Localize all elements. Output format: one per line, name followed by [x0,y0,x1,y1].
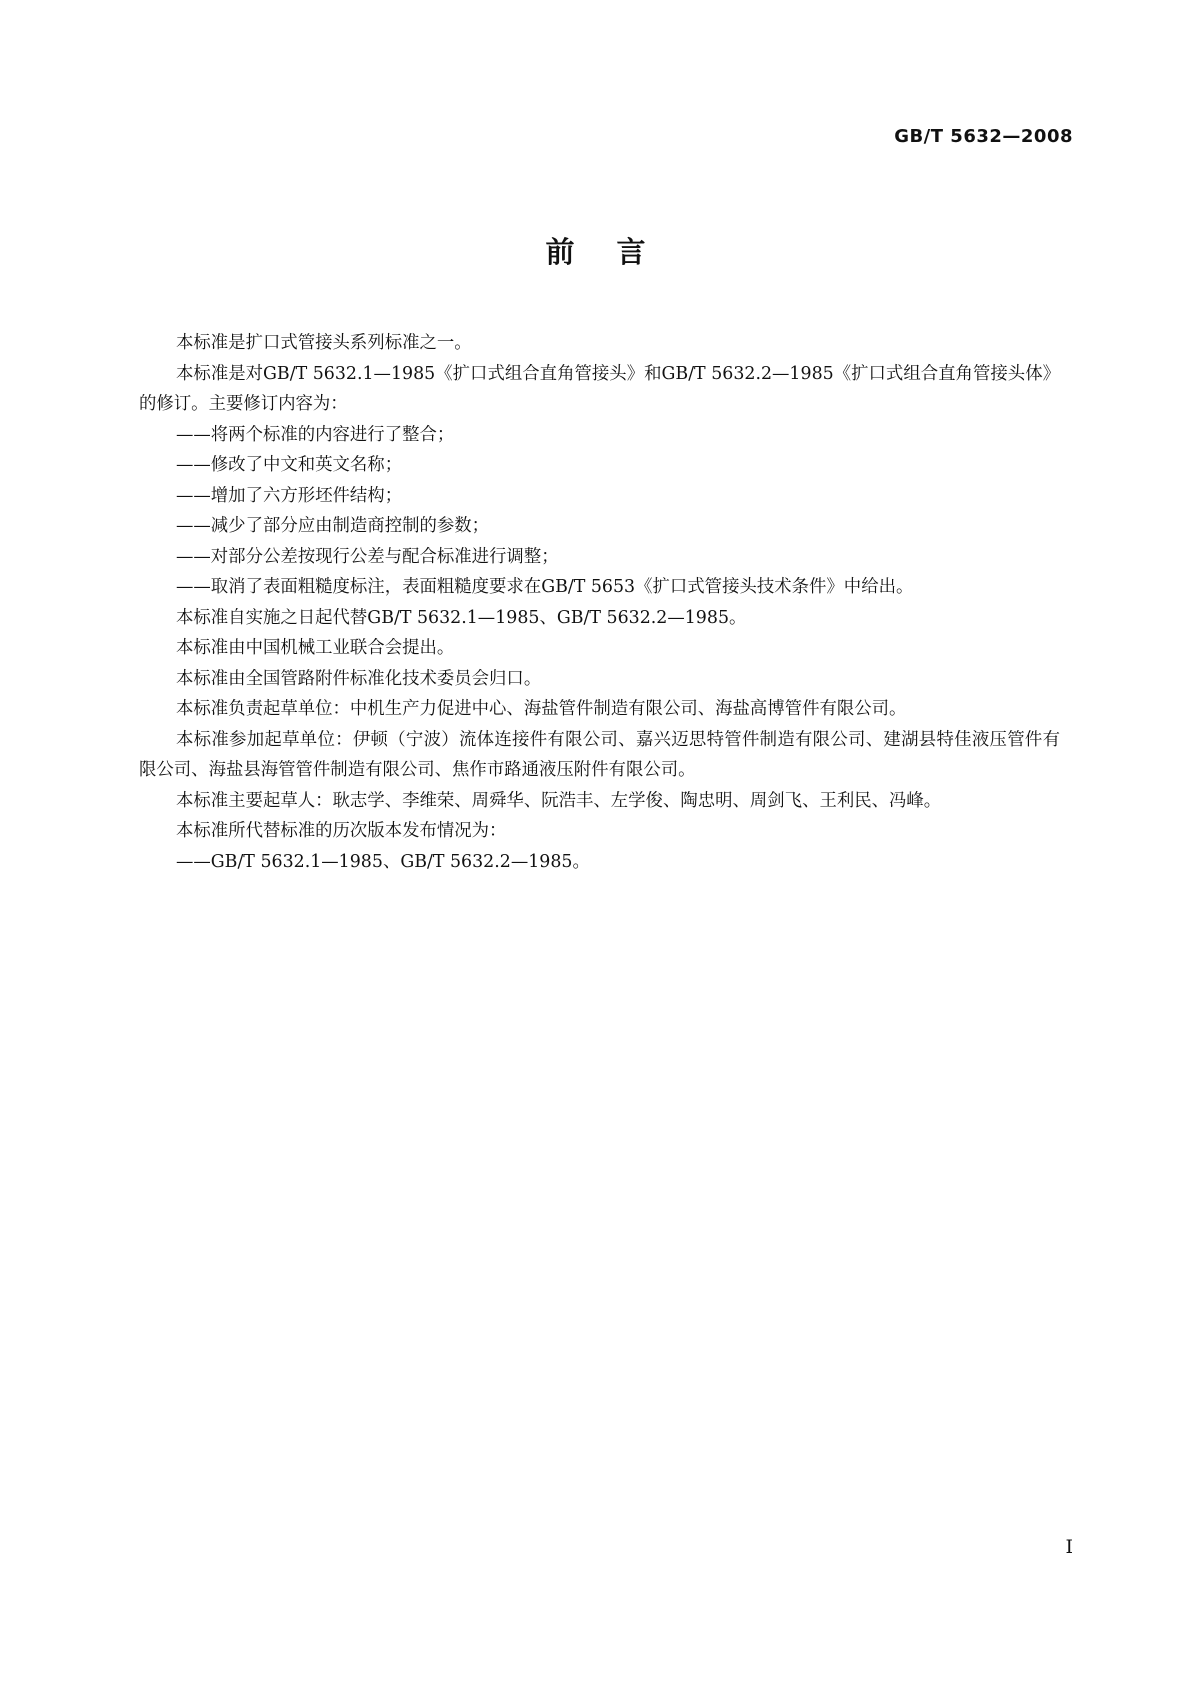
list-item: ——增加了六方形坯件结构； [176,485,403,506]
foreword-body [139,328,1060,877]
paragraph: 本标准所代替标准的历次版本发布情况为： [176,821,507,841]
list-item: ——修改了中文和英文名称； [176,455,403,475]
page-title: 前言 [545,235,688,269]
paragraph: 本标准自实施之日起代替GB/T 5632.1—1985、GB/T 5632.2—1985。 [176,607,747,628]
paragraph: 本标准参加起草单位：伊顿（宁波）流体连接件有限公司、嘉兴迈思特管件制造有限公司、建湖县特佳液压管件有限公司、海盐县海管管件制造有限公司、焦作市路通液压附件有限公司。 [139,729,1060,780]
paragraph: 本标准由全国管路附件标准化技术委员会归口。 [176,668,542,689]
list-item: ——减少了部分应由制造商控制的参数； [176,516,490,536]
page-number: I [1065,1536,1073,1558]
paragraph: 本标准是对GB/T 5632.1—1985《扩口式组合直角管接头》和GB/T 5632.2—1985《扩口式组合直角管接头体》的修订。主要修订内容为： [139,363,1060,414]
list-item: ——将两个标准的内容进行了整合； [176,424,455,445]
paragraph: 本标准由中国机械工业联合会提出。 [176,638,455,658]
standard-code: GB/T 5632—2008 [894,126,1073,147]
list-item: ——对部分公差按现行公差与配合标准进行调整； [176,546,559,567]
paragraph: 本标准是扩口式管接头系列标准之一。 [176,333,472,353]
list-item: ——GB/T 5632.1—1985、GB/T 5632.2—1985。 [176,851,590,872]
paragraph: 本标准主要起草人：耿志学、李维荣、周舜华、阮浩丰、左学俊、陶忠明、周剑飞、王利民、冯峰。 [176,790,942,811]
list-item: ——取消了表面粗糙度标注，表面粗糙度要求在GB/T 5653《扩口式管接头技术条件》中给出。 [176,577,914,597]
paragraph: 本标准负责起草单位：中机生产力促进中心、海盐管件制造有限公司、海盐高博管件有限公司。 [176,699,907,719]
